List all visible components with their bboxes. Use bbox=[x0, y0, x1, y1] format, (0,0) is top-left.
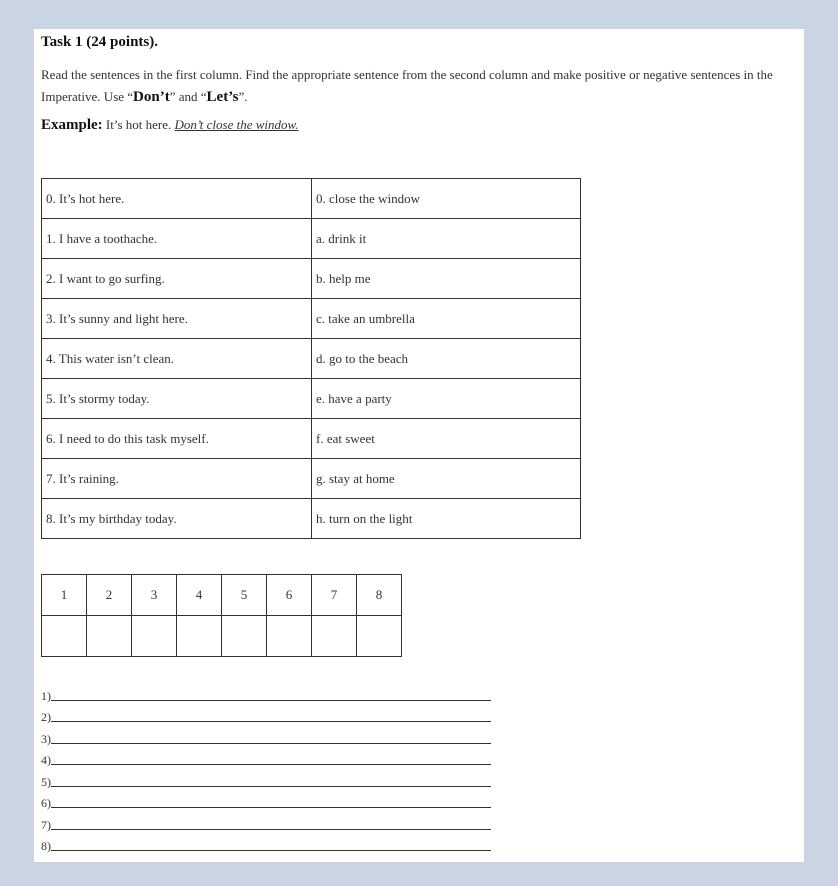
phrase-cell: h. turn on the light bbox=[312, 499, 581, 539]
sentence-cell: 1. I have a toothache. bbox=[42, 219, 312, 259]
phrase-cell: d. go to the beach bbox=[312, 339, 581, 379]
answer-line-blank[interactable] bbox=[51, 709, 491, 722]
answer-grid-cell[interactable] bbox=[132, 616, 177, 657]
answer-line[interactable] bbox=[41, 810, 491, 832]
answer-grid bbox=[41, 574, 402, 657]
answer-lines bbox=[41, 681, 491, 853]
answer-grid-number: 1 bbox=[42, 575, 87, 616]
answer-line-number: 6) bbox=[41, 796, 51, 810]
dont-keyword: Don’t bbox=[133, 89, 170, 105]
sentence-cell: 2. I want to go surfing. bbox=[42, 259, 312, 299]
answer-line-number: 3) bbox=[41, 731, 51, 746]
task-instructions: Read the sentences in the first column. Find the appropriate sentence from the second column and make positive or negative sentences in the Imperative. Use “Don’t” and “Let’s”. bbox=[41, 67, 773, 105]
answer-grid-cell[interactable] bbox=[87, 616, 132, 657]
matching-table-row bbox=[42, 339, 581, 379]
matching-table-row bbox=[42, 499, 581, 539]
example-label: Example: bbox=[41, 117, 103, 133]
phrase-cell: b. help me bbox=[312, 259, 581, 299]
answer-grid-number: 8 bbox=[357, 575, 402, 616]
sentence-cell: 5. It’s stormy today. bbox=[42, 379, 312, 419]
sentence-cell: 8. It’s my birthday today. bbox=[42, 499, 312, 539]
matching-table-row bbox=[42, 259, 581, 299]
phrase-cell: 0. close the window bbox=[312, 179, 581, 219]
answer-line-blank[interactable] bbox=[51, 817, 491, 830]
answer-grid-cell[interactable] bbox=[42, 616, 87, 657]
answer-grid-cell[interactable] bbox=[357, 616, 402, 657]
answer-line-number: 2) bbox=[41, 710, 51, 724]
answer-grid-cell[interactable] bbox=[312, 616, 357, 657]
matching-table-row bbox=[42, 219, 581, 259]
matching-table bbox=[41, 178, 581, 539]
answer-line[interactable] bbox=[41, 832, 491, 854]
answer-line[interactable] bbox=[41, 703, 491, 725]
answer-line-blank[interactable] bbox=[51, 688, 491, 701]
answer-line-blank[interactable] bbox=[51, 752, 491, 765]
answer-grid-cell[interactable] bbox=[222, 616, 267, 657]
answer-grid-cell[interactable] bbox=[267, 616, 312, 657]
answer-grid-number: 5 bbox=[222, 575, 267, 616]
answer-grid-number: 3 bbox=[132, 575, 177, 616]
sentence-cell: 7. It’s raining. bbox=[42, 459, 312, 499]
answer-line-number: 7) bbox=[41, 817, 51, 832]
answer-line-blank[interactable] bbox=[51, 795, 491, 808]
phrase-cell: c. take an umbrella bbox=[312, 299, 581, 339]
sentence-cell: 4. This water isn’t clean. bbox=[42, 339, 312, 379]
example-line bbox=[41, 117, 299, 134]
sentence-cell: 0. It’s hot here. bbox=[42, 179, 312, 219]
answer-line-blank[interactable] bbox=[51, 838, 491, 851]
matching-table-row bbox=[42, 419, 581, 459]
answer-line[interactable] bbox=[41, 746, 491, 768]
answer-line-number: 8) bbox=[41, 839, 51, 853]
answer-line[interactable] bbox=[41, 681, 491, 703]
task-title: Task 1 (24 points). bbox=[41, 34, 158, 50]
answer-grid-number: 2 bbox=[87, 575, 132, 616]
matching-table-row bbox=[42, 459, 581, 499]
answer-grid-cell[interactable] bbox=[177, 616, 222, 657]
matching-table-row bbox=[42, 379, 581, 419]
answer-line-blank[interactable] bbox=[51, 731, 491, 744]
answer-line[interactable] bbox=[41, 767, 491, 789]
answer-grid-number: 6 bbox=[267, 575, 312, 616]
answer-line[interactable] bbox=[41, 724, 491, 746]
phrase-cell: e. have a party bbox=[312, 379, 581, 419]
answer-grid-header-row bbox=[42, 575, 402, 616]
phrase-cell: g. stay at home bbox=[312, 459, 581, 499]
lets-keyword: Let’s bbox=[206, 89, 239, 105]
example-text: It’s hot here. bbox=[105, 117, 172, 132]
answer-line-number: 4) bbox=[41, 753, 51, 767]
sentence-cell: 3. It’s sunny and light here. bbox=[42, 299, 312, 339]
answer-line-number: 5) bbox=[41, 774, 51, 789]
answer-grid-number: 4 bbox=[177, 575, 222, 616]
answer-line-number: 1) bbox=[41, 688, 51, 703]
answer-line[interactable] bbox=[41, 789, 491, 811]
phrase-cell: f. eat sweet bbox=[312, 419, 581, 459]
matching-table-row bbox=[42, 179, 581, 219]
matching-table-row bbox=[42, 299, 581, 339]
answer-grid-number: 7 bbox=[312, 575, 357, 616]
answer-line-blank[interactable] bbox=[51, 774, 491, 787]
worksheet-page bbox=[34, 29, 804, 862]
answer-grid-answer-row bbox=[42, 616, 402, 657]
example-answer: Don’t close the window. bbox=[174, 117, 299, 132]
phrase-cell: a. drink it bbox=[312, 219, 581, 259]
sentence-cell: 6. I need to do this task myself. bbox=[42, 419, 312, 459]
